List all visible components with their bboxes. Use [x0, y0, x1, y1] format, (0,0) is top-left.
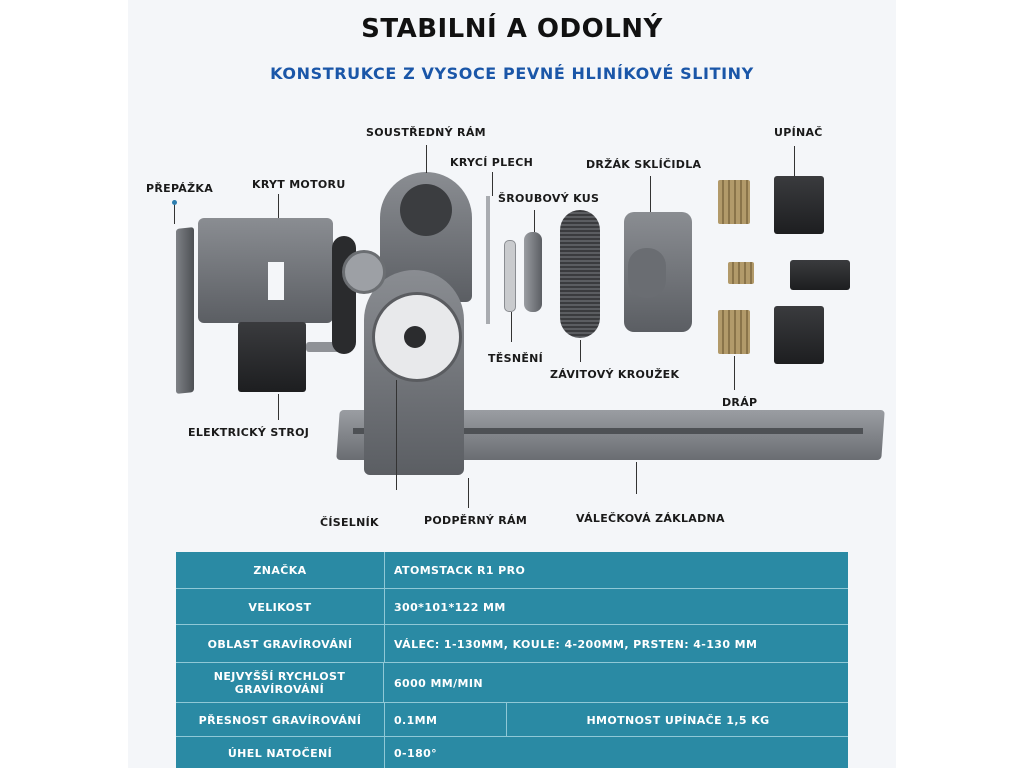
leader-soustredny-ram [426, 145, 427, 173]
page-title: STABILNÍ A ODOLNÝ [361, 14, 663, 44]
leader-podperny [468, 478, 469, 508]
page-subtitle: KONSTRUKCE Z VYSOCE PEVNÉ HLINÍKOVÉ SLITINY [270, 64, 754, 83]
claw-part-middle [728, 262, 754, 284]
product-infographic [128, 0, 896, 768]
leader-ciselnik [396, 380, 397, 490]
label-soustredny-ram: SOUSTŘEDNÝ RÁM [366, 126, 486, 139]
label-zavitovy-krouzek: ZÁVITOVÝ KROUŽEK [550, 368, 680, 381]
spec-table [176, 552, 848, 768]
cover-sheet-part [486, 196, 490, 324]
label-drzak-sklicidla: DRŽÁK SKLÍČIDLA [586, 158, 702, 171]
spec-key: ÚHEL NATOČENÍ [176, 737, 385, 768]
label-ciselnik: ČÍSELNÍK [320, 516, 379, 529]
claw-part-top [718, 180, 750, 224]
spec-key: VELIKOST [176, 589, 385, 625]
spec-key: ZNAČKA [176, 552, 385, 588]
spec-value: 6000 MM/MIN [394, 676, 484, 690]
label-podperny-ram: PODPĚRNÝ RÁM [424, 514, 528, 527]
shaft-cylinder [342, 250, 386, 294]
spec-row [176, 702, 848, 737]
spec-key: NEJVYŠŠÍ RYCHLOST GRAVÍROVÁNÍ [176, 663, 384, 703]
label-kryci-plech: KRYCÍ PLECH [450, 156, 534, 169]
spec-value: VÁLEC: 1-130MM, KOULE: 4-200MM, PRSTEN: 4-130 MM [394, 637, 758, 651]
leader-zavitovy [580, 340, 581, 362]
leader-kryt-motoru [278, 194, 279, 218]
spec-row [176, 552, 848, 588]
motor-cover-slot [268, 262, 284, 300]
clamp-part-top [774, 176, 824, 234]
leader-upinac [794, 146, 795, 176]
spec-row [176, 662, 848, 703]
label-sroubovy-kus: ŠROUBOVÝ KUS [498, 192, 600, 205]
electric-motor-part [238, 322, 306, 392]
spec-key: OBLAST GRAVÍROVÁNÍ [176, 625, 385, 663]
spec-value: ATOMSTACK R1 PRO [394, 563, 526, 577]
leader-tesneni [511, 312, 512, 342]
gasket-part [504, 240, 516, 312]
leader-valeckova [636, 462, 637, 494]
label-valeckova-zakladna: VÁLEČKOVÁ ZÁKLADNA [576, 512, 725, 525]
leader-kryci-plech [492, 172, 493, 196]
partition-plate-part [176, 227, 194, 394]
spec-extra-value: HMOTNOST UPÍNAČE 1,5 KG [506, 703, 849, 737]
label-drap: DRÁP [722, 396, 758, 409]
clamp-part-bottom [774, 306, 824, 364]
leader-dot-prepazka [172, 200, 177, 205]
threaded-ring-part [560, 210, 600, 338]
spec-row [176, 736, 848, 768]
spec-value: 0-180° [394, 746, 438, 760]
leader-sroubovy-kus [534, 210, 535, 232]
label-tesneni: TĚSNĚNÍ [488, 352, 544, 365]
leader-elektricky [278, 394, 279, 420]
label-elektricky-stroj: ELEKTRICKÝ STROJ [188, 426, 310, 439]
motor-cover-part [198, 218, 333, 323]
chuck-holder-hub [628, 248, 666, 298]
dial-knob [404, 326, 426, 348]
spec-value: 0.1MM [394, 713, 438, 727]
clamp-part-middle [790, 260, 850, 290]
label-kryt-motoru: KRYT MOTORU [252, 178, 346, 191]
label-prepazka: PŘEPÁŽKA [146, 182, 214, 195]
concentric-frame-ring [400, 184, 452, 236]
screw-piece-part [524, 232, 542, 312]
claw-part-bottom [718, 310, 750, 354]
leader-prepazka [174, 202, 175, 224]
spec-value: 300*101*122 MM [394, 600, 506, 614]
leader-drzak [650, 176, 651, 212]
spec-row [176, 624, 848, 663]
label-upinac: UPÍNAČ [774, 126, 823, 139]
spec-key: PŘESNOST GRAVÍROVÁNÍ [176, 703, 385, 737]
spec-row [176, 588, 848, 625]
leader-drap [734, 356, 735, 390]
